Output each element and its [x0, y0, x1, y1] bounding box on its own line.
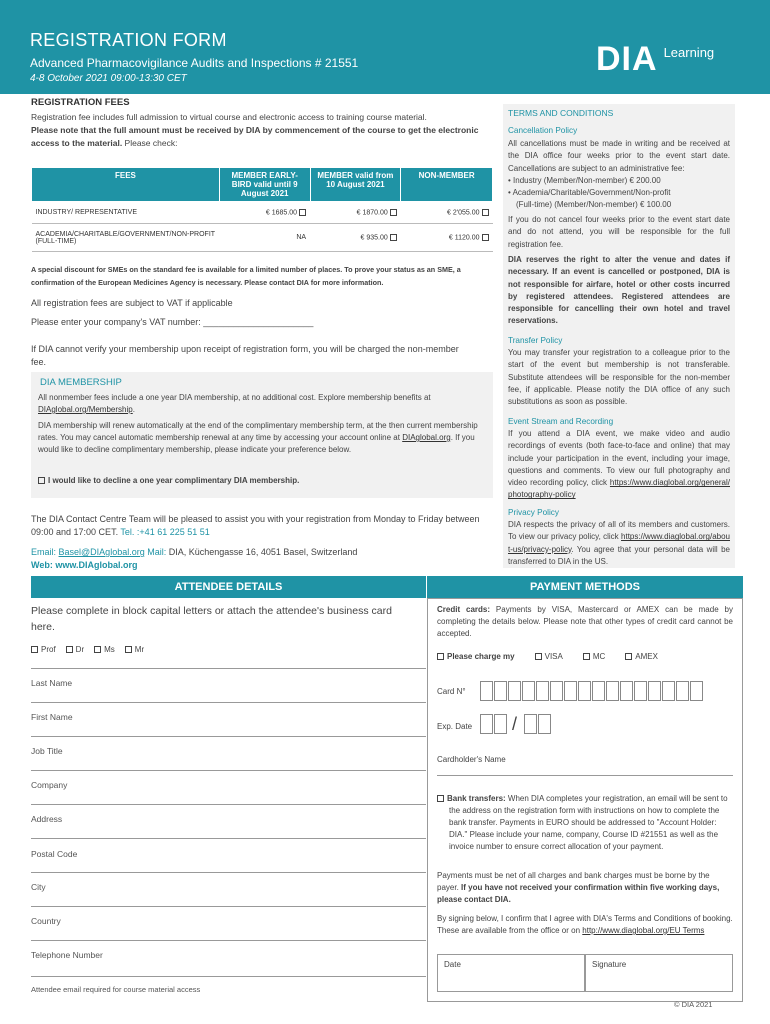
cancellation-bullet-1: • Industry (Member/Non-member) € 200.00 [508, 176, 661, 185]
charge-label: Please charge my [447, 652, 515, 661]
bank-transfer-text [437, 793, 733, 853]
email-link[interactable]: Basel@DIAglobal.org [58, 547, 145, 557]
fees-table [31, 167, 493, 252]
fee-value: NA [219, 224, 310, 252]
course-title: Advanced Pharmacovigilance Audits and Inspections # 21551 [30, 56, 359, 70]
table-row [32, 224, 493, 252]
table-row [32, 202, 493, 224]
charge-option[interactable] [437, 651, 515, 663]
divider [31, 940, 426, 941]
checkbox[interactable] [583, 653, 590, 660]
divider [31, 976, 426, 977]
checkbox[interactable] [390, 234, 397, 241]
title-label: Dr [75, 645, 85, 654]
membership-heading: DIA MEMBERSHIP [40, 377, 122, 388]
dia-learning-logo [596, 40, 715, 78]
checkbox[interactable] [94, 646, 101, 653]
terms-panel [503, 104, 735, 568]
checkbox[interactable] [31, 646, 38, 653]
first-name-field[interactable]: First Name [31, 712, 73, 722]
card-label: VISA [544, 652, 563, 661]
divider [437, 775, 733, 776]
eu-terms-link[interactable]: http://www.diaglobal.org/EU Terms [582, 926, 705, 935]
form-title: REGISTRATION FORM [30, 30, 227, 50]
header-banner [0, 0, 770, 94]
decline-label: I would like to decline a one year complimentary DIA membership. [48, 476, 300, 485]
fee-value: € 1685.00 [265, 209, 298, 217]
divider [31, 668, 426, 669]
row-label: ACADEMIA/CHARITABLE/GOVERNMENT/NON-PROFIT (FULL-TIME) [32, 224, 220, 252]
cancellation-heading: Cancellation Policy [508, 126, 578, 135]
cardholder-name-field[interactable]: Cardholder's Name [437, 755, 506, 764]
title-label: Mr [134, 645, 145, 654]
member-header: MEMBER valid from 10 August 2021 [310, 168, 401, 202]
title-label: Prof [41, 645, 56, 654]
checkbox[interactable] [482, 234, 489, 241]
email-field[interactable]: Attendee email required for course material access [31, 985, 201, 994]
credit-card-label: Credit cards: [437, 605, 491, 614]
photo-policy-link[interactable]: https://www.diaglobal.org/general/photography-policy [508, 478, 730, 500]
fees-note: Please note that the full amount must be received by DIA by commencement of the course to get the electronic access to the material. [31, 125, 479, 148]
net-charges-note [437, 870, 733, 906]
title-label: Ms [104, 645, 115, 654]
checkbox[interactable] [66, 646, 73, 653]
fees-note-tail: Please check: [122, 138, 178, 148]
address-field[interactable]: Address [31, 814, 63, 824]
date-label: Date [444, 960, 461, 969]
venue-disclaimer: DIA reserves the right to alter the venue and dates if necessary. If an event is cancelled or postponed, DIA is not responsible for airfare, hotel or other costs incurred by registered attendees. Registered attendees are responsible for cancelling their own hotel and travel reservations. [508, 255, 730, 326]
fee-option[interactable] [401, 202, 493, 224]
transfer-text: You may transfer your registration to a colleague prior to the start of the event but membership is not transferable. Substitute attendees will be responsible for the non-member fee, if applicable. Please notify the DIA office of any such substitutions as soon as possible. [508, 348, 730, 407]
credit-card-text [437, 604, 733, 640]
fee-value: € 1120.00 [448, 234, 480, 242]
signature-field[interactable] [585, 954, 733, 992]
registration-fees-heading: REGISTRATION FEES [31, 97, 130, 108]
fee-value: € 2'055.00 [447, 209, 480, 217]
city-field[interactable]: City [31, 882, 46, 892]
recording-text [508, 428, 730, 502]
web-link[interactable]: Web: www.DIAglobal.org [31, 560, 138, 570]
date-field[interactable] [437, 954, 585, 992]
card-number-label: Card N° [437, 687, 466, 696]
fee-value: € 935.00 [360, 234, 388, 242]
fees-header: FEES [32, 168, 220, 202]
visa-option[interactable] [535, 651, 563, 663]
cancellation-bullet-3: (Full-time) (Member/Non-member) € 100.00 [516, 200, 672, 209]
card-number-input[interactable] [480, 681, 704, 701]
email-label: Email: [31, 547, 57, 557]
telephone-field[interactable]: Telephone Number [31, 950, 103, 960]
bank-transfer-body: When DIA completes your registration, an email will be sent to the address on the registration form with instructions on how to complete the bank transfer. Payments in EURO should be addressed to "Account Holder: DIA." Please include your name, company, Course ID #21551 as well as the invoice number to ensure correct allocation of your payment. [449, 794, 728, 851]
checkbox[interactable] [38, 477, 45, 484]
credit-card-body: Payments by VISA, Mastercard or AMEX can be made by completing the details below. Please note that other types of credit card cannot be accepted. [437, 605, 733, 638]
checkbox[interactable] [299, 209, 306, 216]
logo-main: DIA [596, 40, 658, 78]
account-link[interactable]: DIAglobal.org [402, 433, 451, 442]
divider [31, 872, 426, 873]
course-date: 4-8 October 2021 09:00-13:30 CET [30, 73, 187, 84]
title-option-mr[interactable] [125, 643, 144, 656]
mail-address: DIA, Küchengasse 16, 4051 Basel, Switzerland [168, 547, 358, 557]
agreement-body: By signing below, I confirm that I agree with DIA's Terms and Conditions of booking. These are available from the office or on [437, 914, 733, 935]
sme-note: A special discount for SMEs on the standard fee is available for a limited number of places. To prove your status as an SME, a confirmation of the European Medicines Agency is necessary. Please contact DIA for more information. [31, 265, 461, 287]
privacy-tail: . You agree that your personal data will be transferred to DIA in the US. [508, 544, 730, 566]
early-bird-header: MEMBER EARLY-BIRD valid until 9 August 2021 [219, 168, 310, 202]
membership-link[interactable]: DIAglobal.org/Membership [38, 405, 133, 414]
title-options [31, 643, 144, 656]
privacy-heading: Privacy Policy [508, 508, 559, 517]
fees-intro-text: Registration fee includes full admission to virtual course and electronic access to training course material. [31, 112, 427, 122]
verify-note: If DIA cannot verify your membership upon receipt of registration form, you will be charged the non-member fee. [31, 344, 459, 367]
signature-label: Signature [592, 960, 627, 969]
divider [31, 770, 426, 771]
title-option-ms[interactable] [94, 643, 115, 656]
membership-box [31, 372, 493, 498]
fee-option[interactable] [310, 202, 401, 224]
fee-option[interactable] [310, 224, 401, 252]
agreement-text [437, 913, 733, 937]
attendee-intro: Please complete in block capital letters or attach the attendee's business card here. [31, 605, 392, 633]
fee-option[interactable] [401, 224, 493, 252]
membership-p2 [38, 420, 484, 456]
recording-body: If you attend a DIA event, we make video and audio recordings of events (both face-to-face and online) that may include your participation in the event, including your image, questions and comments. To view our full photography and video recording policy, click [508, 429, 730, 488]
decline-option[interactable] [38, 474, 299, 487]
title-option-dr[interactable] [66, 643, 84, 656]
attendee-details-bar: ATTENDEE DETAILS [31, 576, 426, 598]
copyright: © DIA 2021 [674, 1000, 713, 1009]
payment-panel [427, 598, 743, 1002]
transfer-heading: Transfer Policy [508, 336, 563, 345]
divider [31, 702, 426, 703]
membership-p2-tail: . If you would like to decline complimentary membership, please indicate your preference below. [38, 433, 475, 454]
exp-month-input[interactable] [480, 714, 508, 734]
divider [31, 838, 426, 839]
card-label: MC [592, 652, 606, 661]
exp-date-label: Exp. Date [437, 722, 473, 731]
postal-code-field[interactable]: Postal Code [31, 849, 78, 859]
amex-option[interactable] [625, 651, 658, 663]
vat-note: All registration fees are subject to VAT if applicable [31, 298, 233, 308]
non-member-header: NON-MEMBER [401, 168, 493, 202]
contact-text [31, 513, 493, 539]
cancellation-text-2: If you do not cancel four weeks prior to the event start date and do not attend, you will be responsible for the full registration fee. [508, 215, 730, 249]
contact-phone: Tel. :+41 61 225 51 51 [120, 527, 210, 537]
date-separator: / [512, 714, 518, 734]
fee-option[interactable] [219, 202, 310, 224]
divider [31, 906, 426, 907]
confirmation-note: If you have not received your confirmation within five working days, please contact DIA. [437, 883, 720, 904]
privacy-text [508, 519, 730, 568]
logo-sub: Learning [663, 45, 715, 60]
membership-p1-text: All nonmember fees include a one year DIA membership, at no additional cost. Explore membership benefits at [38, 393, 431, 402]
card-type-options [437, 651, 733, 663]
contact-email-line [31, 546, 357, 559]
membership-p2-text: DIA membership will renew automatically at the end of the complimentary membership term, at the then current membership rates. You may cancel automatic membership renewal at any time by accessing your account online at [38, 421, 478, 442]
checkbox[interactable] [482, 209, 489, 216]
cancellation-bullet-2: • Academia/Charitable/Government/Non-profit [508, 188, 671, 197]
checkbox[interactable] [535, 653, 542, 660]
divider [31, 804, 426, 805]
terms-heading: TERMS AND CONDITIONS [508, 108, 614, 118]
privacy-link[interactable]: https://www.diaglobal.org/about-us/privacy-policy [508, 532, 730, 554]
membership-p1: All nonmember fees include a one year DIA membership, at no additional cost. Explore membership benefits at DIAglobal.org/Membership. [38, 393, 431, 414]
row-label: INDUSTRY/ REPRESENTATIVE [32, 202, 220, 224]
cancellation-text: All cancellations must be made in writing and be received at the DIA office four weeks prior to the event start date. Cancellations are subject to an administrative fee: [508, 139, 730, 173]
last-name-field[interactable]: Last Name [31, 678, 73, 688]
checkbox[interactable] [625, 653, 632, 660]
recording-heading: Event Stream and Recording [508, 417, 614, 426]
contact-hours: The DIA Contact Centre Team will be pleased to assist you with your registration from Monday to Friday between 09:00 and 17:00 CET. [31, 514, 480, 537]
vat-prompt[interactable]: Please enter your company's VAT number: ______________________ [31, 317, 314, 327]
payment-methods-bar: PAYMENT METHODS [427, 576, 743, 598]
job-title-field[interactable]: Job Title [31, 746, 63, 756]
mail-label: Mail: [147, 547, 167, 557]
checkbox[interactable] [437, 653, 444, 660]
bank-transfer-label: Bank transfers: [447, 794, 506, 803]
net-charges-text: Payments must be net of all charges and bank charges must be borne by the payer. [437, 871, 710, 892]
checkbox[interactable] [390, 209, 397, 216]
fee-value: € 1870.00 [356, 209, 388, 217]
fees-intro [31, 111, 493, 150]
title-option-prof[interactable] [31, 643, 56, 656]
checkbox[interactable] [125, 646, 132, 653]
exp-year-input[interactable] [524, 714, 552, 734]
mc-option[interactable] [583, 651, 605, 663]
company-field[interactable]: Company [31, 780, 68, 790]
card-label: AMEX [635, 652, 658, 661]
divider [31, 736, 426, 737]
country-field[interactable]: Country [31, 916, 61, 926]
checkbox[interactable] [437, 795, 444, 802]
privacy-body: DIA respects the privacy of all of its members and customers. To view our privacy policy, click [508, 520, 730, 542]
